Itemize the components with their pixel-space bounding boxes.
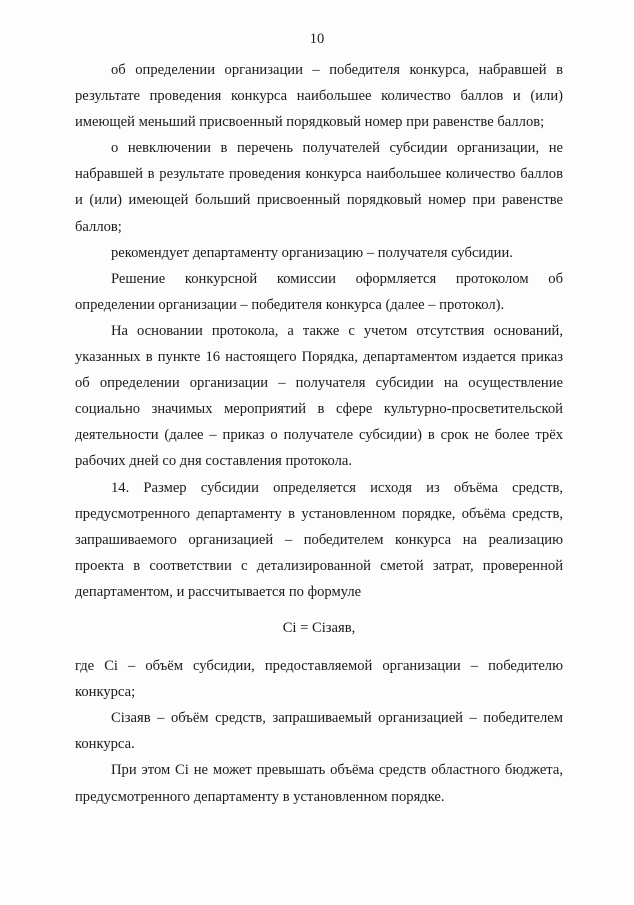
paragraph: Ciзаяв – объём средств, запрашиваемый организацией – победителем конкурса. [75,710,563,753]
paragraph: 14. Размер субсидии определяется исходя из объёма средств, предусмотренного департаменту в установленном порядке, объёма средств, запрашиваемого организацией – победителем конкурса на реализацию проекта в соответствии с детализированной сметой затрат, проверенной департаментом, и рассчитывается по формуле [75,479,563,600]
page-number: 10 [309,31,325,47]
formula: Ci = Ciзаяв, [282,619,356,636]
paragraph: о невключении в перечень получателей субсидии организации, не набравшей в результате проведения конкурса наибольшее количество баллов и (или) имеющей больший присвоенный порядковый номер при равенстве баллов; [75,140,563,235]
paragraph: При этом Ci не может превышать объёма средств областного бюджета, предусмотренного департаменту в установленном порядке. [75,762,563,805]
document-body [75,57,563,810]
paragraph: На основании протокола, а также с учетом отсутствия оснований, указанных в пункте 16 настоящего Порядка, департаментом издается приказ об определении организации – получателя субсидии на осуществление социально значимых мероприятий в сфере культурно-просветительской деятельности (далее – приказ о получателе субсидии) в срок не более трёх рабочих дней со дня составления протокола. [75,322,563,470]
paragraph: об определении организации – победителя конкурса, набравшей в результате проведения конкурса наибольшее количество баллов и (или) имеющей меньший присвоенный порядковый номер при равенстве баллов; [75,62,563,131]
paragraph: Решение конкурсной комиссии оформляется протоколом об определении организации – победителя конкурса (далее – протокол). [75,270,563,313]
paragraph: рекомендует департаменту организацию – получателя субсидии. [111,244,513,261]
paragraph: где Ci – объём субсидии, предоставляемой организации – победителю конкурса; [75,658,563,701]
